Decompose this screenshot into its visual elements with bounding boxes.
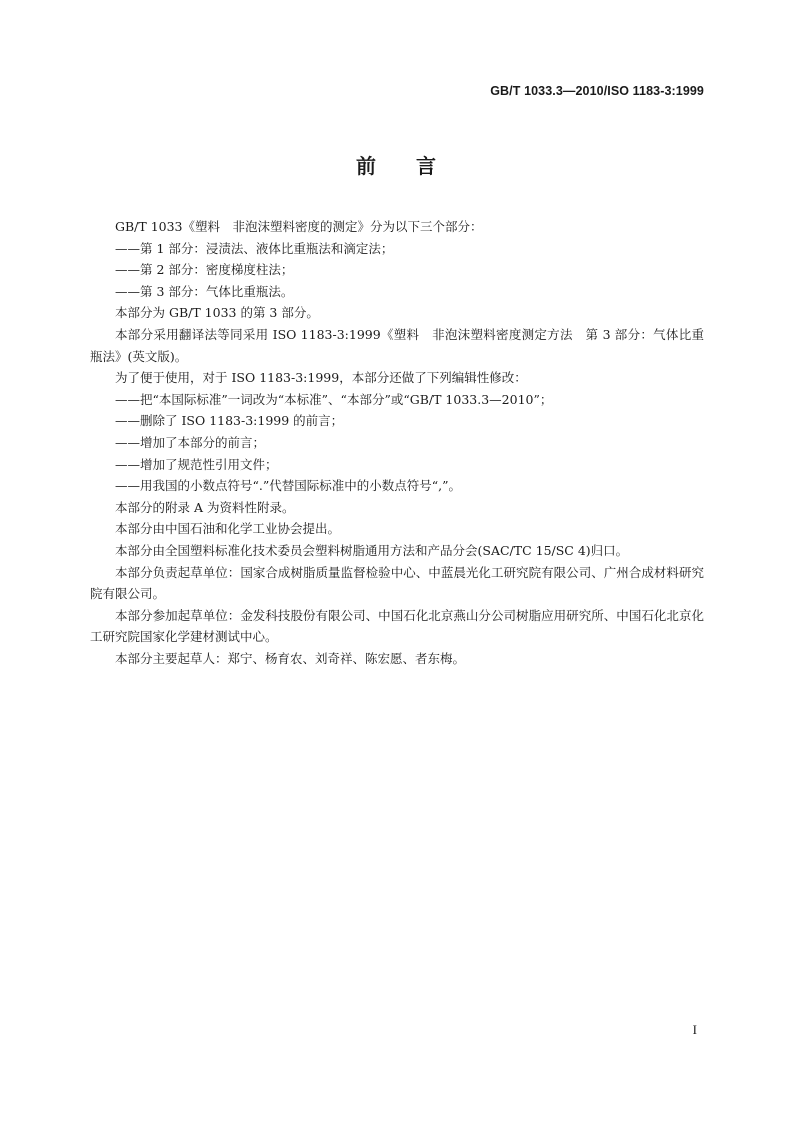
list-item: ——把“本国际标准”一词改为“本标准”、“本部分”或“GB/T 1033.3—2010”； bbox=[115, 391, 553, 407]
page-title-char-1: 前 bbox=[356, 154, 378, 178]
paragraph: 本部分负责起草单位：国家合成树脂质量监督检验中心、中蓝晨光化工研究院有限公司、广州合成材料研究院有限公司。 bbox=[90, 564, 704, 602]
paragraph: 本部分由中国石油和化学工业协会提出。 bbox=[115, 521, 341, 537]
paragraph: 本部分参加起草单位：金发科技股份有限公司、中国石化北京燕山分公司树脂应用研究所、中国石化北京化工研究院国家化学建材测试中心。 bbox=[90, 607, 704, 645]
list-item: ——用我国的小数点符号“.”代替国际标准中的小数点符号“,”。 bbox=[115, 478, 462, 494]
paragraph: 本部分的附录 A 为资料性附录。 bbox=[115, 499, 295, 515]
page-title-char-2: 言 bbox=[416, 154, 438, 178]
list-item: ——第 1 部分：浸渍法、液体比重瓶法和滴定法； bbox=[115, 240, 394, 256]
paragraph: 本部分主要起草人：郑宁、杨育农、刘奇祥、陈宏愿、者东梅。 bbox=[115, 650, 466, 666]
paragraph: 本部分由全国塑料标准化技术委员会塑料树脂通用方法和产品分会(SAC/TC 15/SC 4)归口。 bbox=[115, 542, 629, 558]
paragraph: GB/T 1033《塑料 非泡沫塑料密度的测定》分为以下三个部分： bbox=[115, 219, 483, 234]
page-title bbox=[0, 150, 794, 179]
paragraph: 本部分采用翻译法等同采用 ISO 1183-3:1999《塑料 非泡沫塑料密度测定方法 第 3 部分：气体比重瓶法》(英文版)。 bbox=[90, 326, 704, 364]
list-item: ——第 3 部分：气体比重瓶法。 bbox=[115, 283, 294, 299]
list-item: ——删除了 ISO 1183-3:1999 的前言； bbox=[115, 413, 344, 429]
page-number: I bbox=[692, 1022, 697, 1037]
foreword-body bbox=[90, 216, 704, 669]
standard-code: GB/T 1033.3—2010/ISO 1183-3:1999 bbox=[490, 84, 704, 98]
paragraph: 为了便于使用，对于 ISO 1183-3:1999，本部分还做了下列编辑性修改： bbox=[115, 370, 527, 386]
list-item: ——增加了本部分的前言； bbox=[115, 434, 266, 450]
paragraph: 本部分为 GB/T 1033 的第 3 部分。 bbox=[115, 305, 319, 321]
list-item: ——增加了规范性引用文件； bbox=[115, 456, 278, 472]
list-item: ——第 2 部分：密度梯度柱法； bbox=[115, 262, 294, 278]
